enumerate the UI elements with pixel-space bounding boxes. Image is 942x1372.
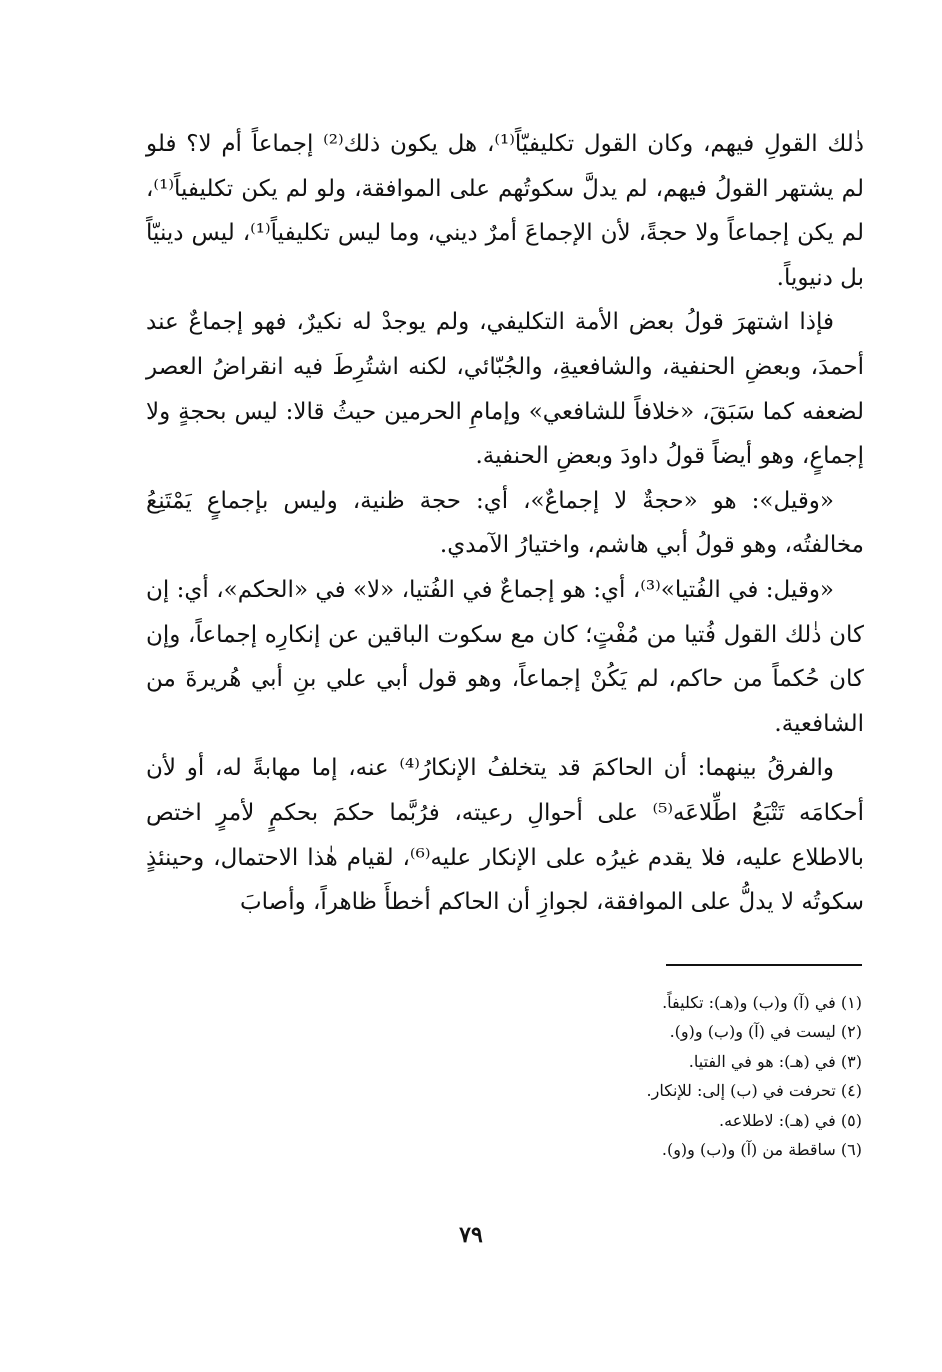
paragraph-5: والفرقُ بينهما: أن الحاكمَ قد يتخلفُ الإنكارُ⁽⁴⁾ عنه، إما مهابةً له، أو لأن أحكامَه تَتْبَعُ اطِّلاعَه⁽⁵⁾ على أحوالِ رعيته، فرُبَّما حكمَ بحكمٍ لأمرٍ اختص بالاطلاع عليه، فلا يقدم غيرُه على الإنكار عليه⁽⁶⁾، لقيام هٰذا الاحتمال، وحينئذٍ سكوتُه لا يدلُّ على الموافقة، لجوازِ أن الحاكم أخطأَ ظاهراً، وأصابَ [146,755,865,916]
page-number: ٧٩ [459,1222,483,1248]
paragraph-1: ذٰلك القولِ فيهم، وكان القول تكليفيّاً⁽¹⁾، هل يكون ذلك⁽²⁾ إجماعاً أم لا؟ فلو لم يشتهر القولُ فيهم، لم يدلَّ سكوتُهم على الموافقة، ولو لم يكن تكليفياً⁽¹⁾، لم يكن إجماعاً ولا حجةً، لأن الإجماعَ أمرٌ ديني، وما ليس تكليفياً⁽¹⁾، ليس دينيّاً بل دنيوياً. [146,131,864,291]
paragraph-2: فإذا اشتهرَ قولُ بعض الأمة التكليفي، ولم يوجدْ له نكيرٌ، فهو إجماعٌ عند أحمدَ، وبعضِ الحنفية، والشافعيةِ، والجُبّائي، لكنه اشتُرِطَ فيه انقراضُ العصر لضعفه كما سَبَقَ، «خلافاً للشافعي» وإمامِ الحرمين حيثُ قالا: ليس بحجةٍ ولا إجماعٍ، وهو أيضاً قولُ داودَ وبعضِ الحنفية. [146,309,864,470]
paragraph-4: «وقيل: في الفُتيا»⁽³⁾، أي: هو إجماعٌ في الفُتيا، «لا» في «الحكم»، أي: إن كان ذٰلك القول فُتيا من مُفْتٍ؛ كان مع سكوت الباقين عن إنكارِه إجماعاً، وإن كان حُكماً من حاكم، لم يَكُنْ إجماعاً، وهو قول أبي علي بنِ أبي هُريرةَ من الشافعية. [146,576,864,737]
main-text [146,122,864,925]
footnote-2: (٢) ليست في (آ) و(ب) و(و). [669,1022,862,1042]
footnote-separator [666,964,862,966]
footnote-3: (٣) في (هـ): هو في الفتيا. [688,1051,862,1071]
footnote-4: (٤) تحرفت في (ب) إلى: للإنكار. [646,1081,862,1101]
footnote-1: (١) في (آ) و(ب) و(هـ): تكليفاً. [662,993,862,1012]
paragraph-3: «وقيل»: هو «حجةٌ لا إجماعٌ»، أي: حجة ظنية، وليس بإجماعٍ يَمْتَنِعُ مخالفتُه، وهو قولُ أبي هاشم، واختيارُ الآمدي. [146,487,864,559]
footnote-6: (٦) ساقطة من (آ) و(ب) و(و). [661,1140,862,1160]
footnotes [330,988,862,1164]
footnote-5: (٥) في (هـ): لاطلاعه. [719,1110,862,1130]
